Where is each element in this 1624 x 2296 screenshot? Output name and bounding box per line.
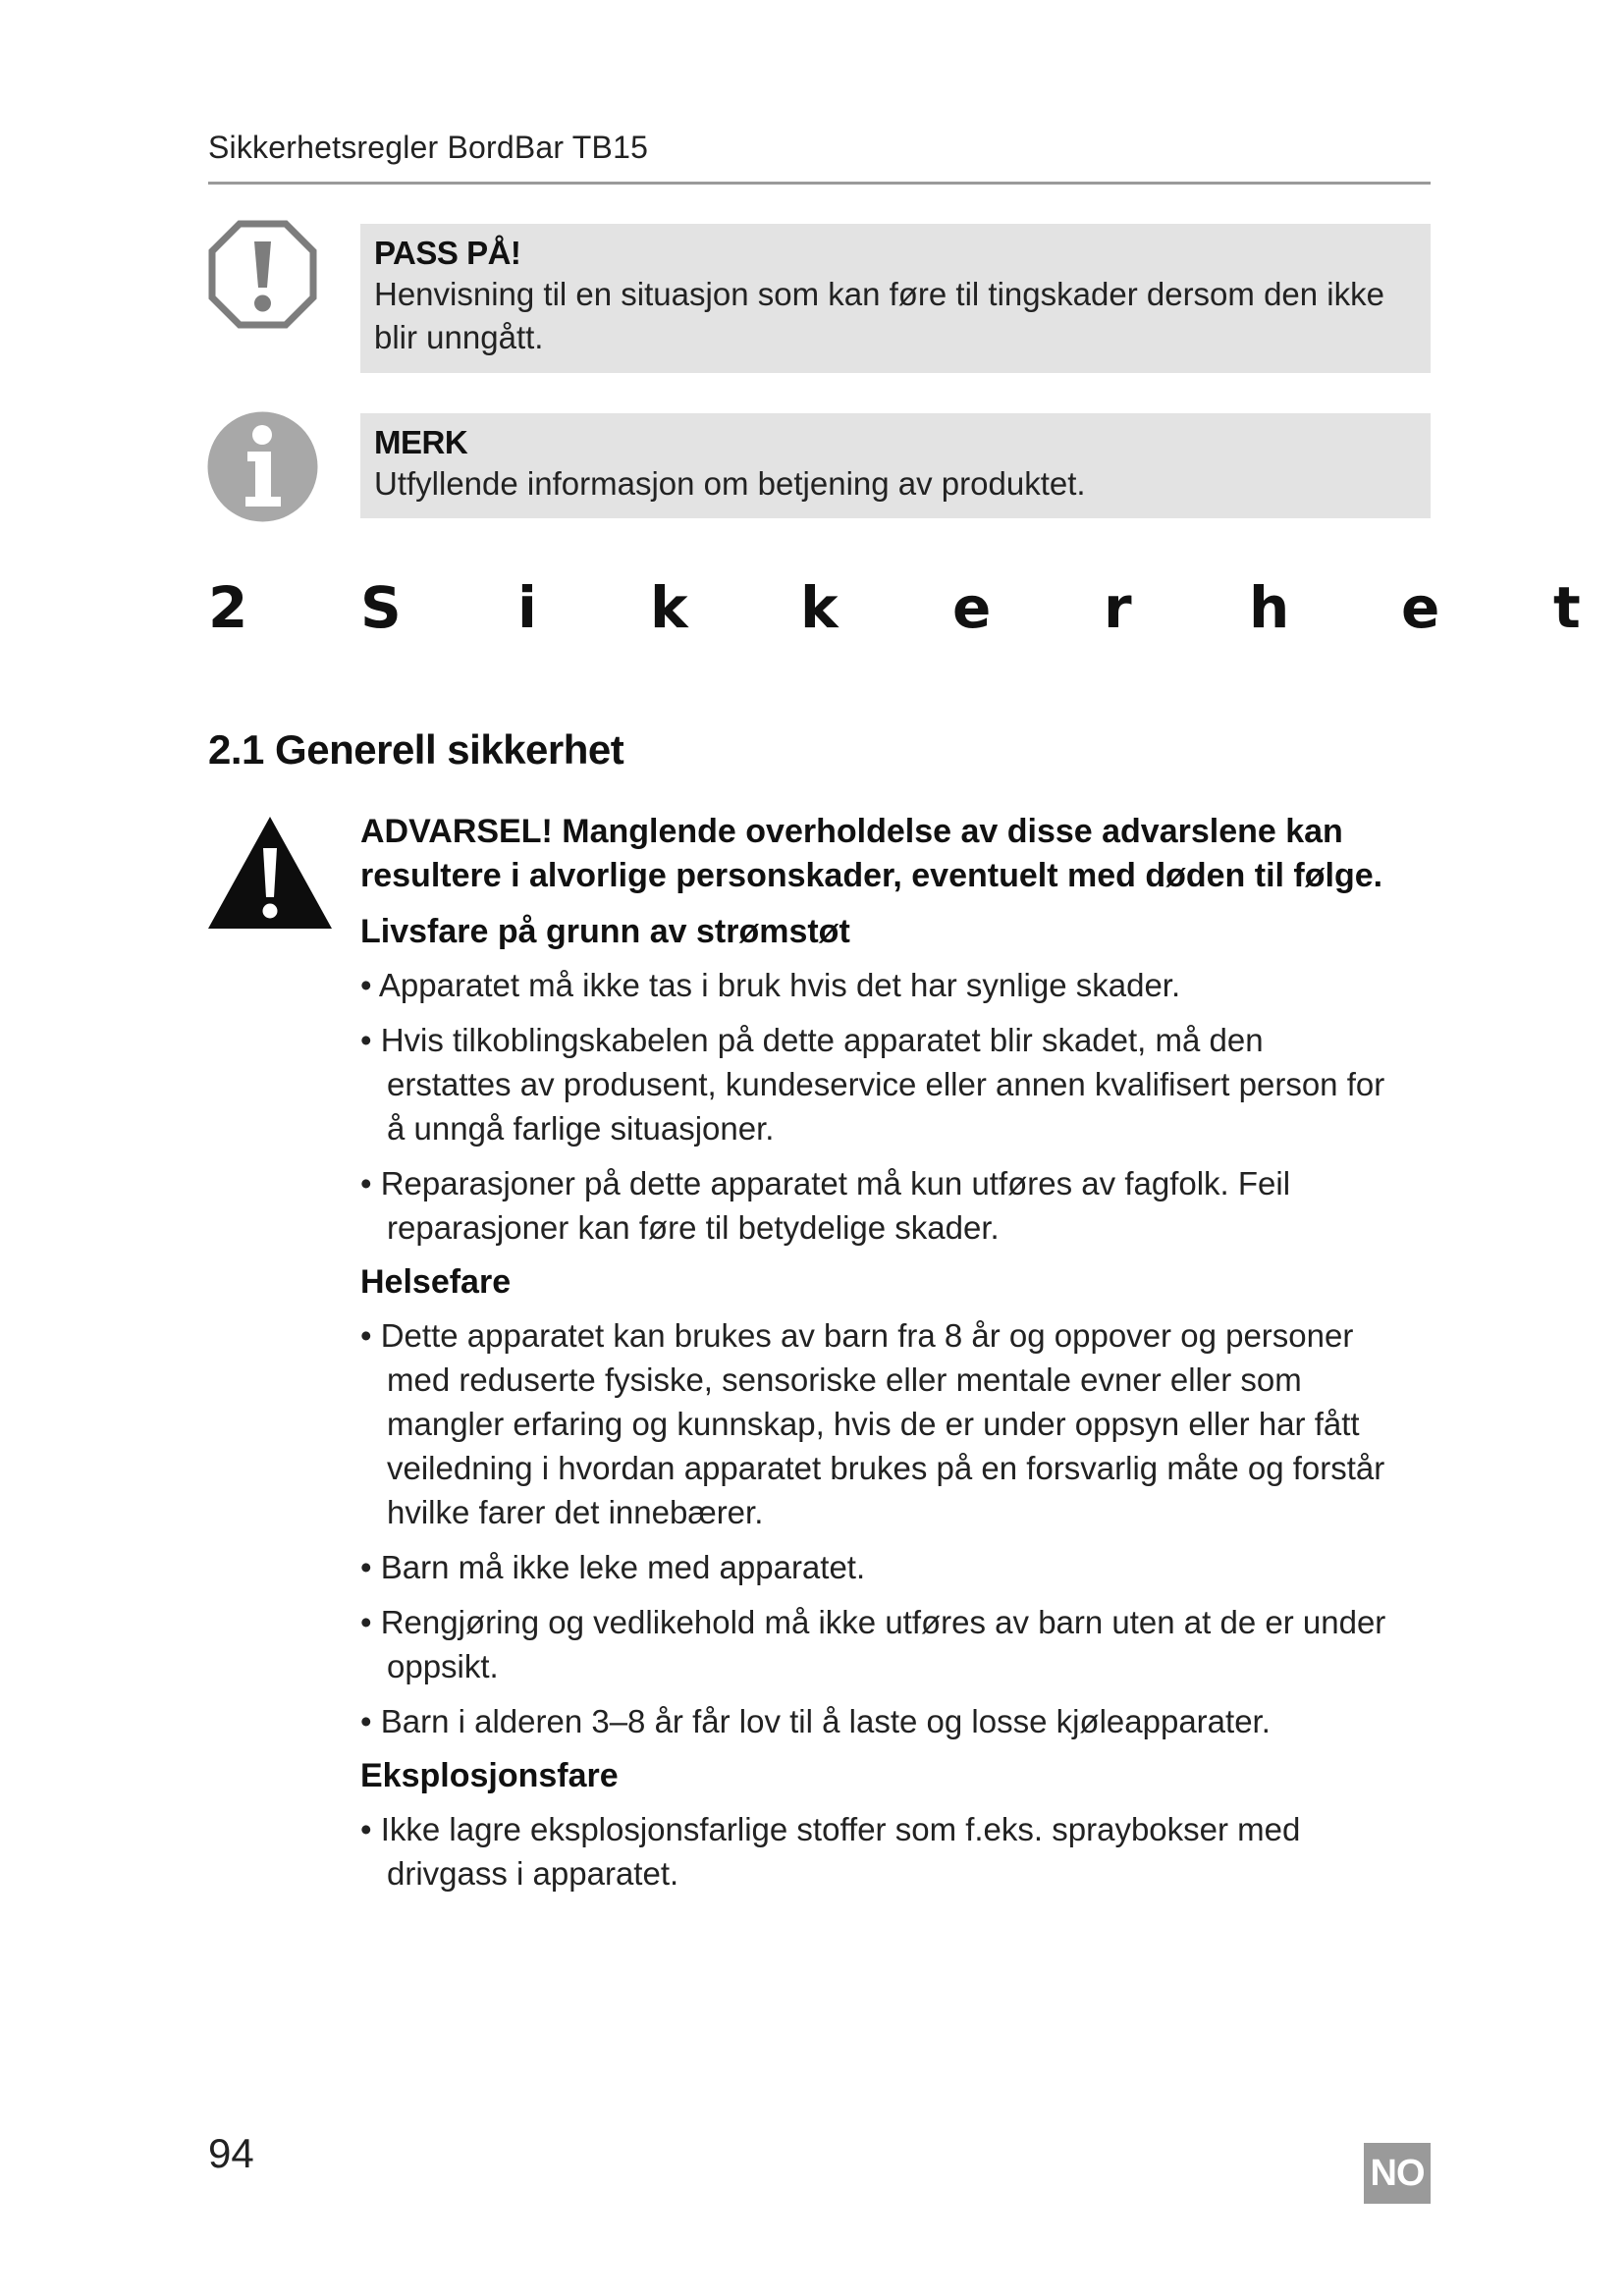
- safety-content: [360, 810, 1435, 1906]
- info-circle-icon: [206, 410, 319, 523]
- warning-triangle-icon: [206, 815, 334, 931]
- caution-notice-text: Henvisning til en situasjon som kan føre til tingskader dersom den ikke blir unngått.: [374, 276, 1384, 355]
- chapter-letter: e: [952, 574, 992, 641]
- chapter-letter: k: [650, 574, 688, 641]
- caution-notice-title: PASS PÅ!: [374, 235, 521, 271]
- chapter-letter: i: [517, 574, 537, 641]
- bullet-list: [360, 1313, 1435, 1743]
- chapter-letter: r: [1104, 574, 1132, 641]
- list-item: • Dette apparatet kan brukes av barn fra 8 år og oppover og personer med reduserte fysiske, sensoriske eller mentale evner eller som mangler erfaring og kunnskap, hvis de er under oppsyn eller har fått veiledning i hvordan apparatet brukes på en forsvarlig måte og forstår hvilke farer det innebærer.: [360, 1317, 1385, 1530]
- list-item: • Rengjøring og vedlikehold må ikke utføres av barn uten at de er under oppsikt.: [360, 1604, 1386, 1684]
- note-notice-box: [360, 413, 1431, 518]
- language-badge: NO: [1364, 2143, 1431, 2204]
- chapter-number: 2: [208, 574, 248, 641]
- warning-statement: ADVARSEL! Manglende overholdelse av disse advarslene kan resultere i alvorlige personskader, eventuelt med døden til følge.: [360, 813, 1383, 894]
- running-header: Sikkerhetsregler BordBar TB15: [208, 130, 649, 165]
- bullet-list: [360, 963, 1435, 1250]
- group-heading: Livsfare på grunn av strømstøt: [360, 913, 850, 950]
- bullet-list: [360, 1807, 1435, 1896]
- list-item: • Hvis tilkoblingskabelen på dette apparatet blir skadet, må den erstattes av produsent, kundeservice eller annen kvalifisert person for å unngå farlige situasjoner.: [360, 1022, 1385, 1147]
- note-notice-text: Utfyllende informasjon om betjening av produktet.: [374, 465, 1086, 502]
- caution-notice-box: [360, 224, 1431, 373]
- group-heading: Helsefare: [360, 1263, 512, 1301]
- list-item: • Barn må ikke leke med apparatet.: [360, 1549, 866, 1585]
- list-item: • Barn i alderen 3–8 år får lov til å laste og losse kjøleapparater.: [360, 1703, 1271, 1739]
- page-number: 94: [208, 2130, 254, 2176]
- list-item: • Apparatet må ikke tas i bruk hvis det har synlige skader.: [360, 967, 1181, 1003]
- chapter-letter: e: [1401, 574, 1440, 641]
- chapter-letter: t: [1553, 574, 1581, 641]
- list-item: • Ikke lagre eksplosjonsfarlige stoffer som f.eks. spraybokser med drivgass i apparatet.: [360, 1811, 1301, 1892]
- chapter-letter: h: [1249, 574, 1290, 641]
- list-item: • Reparasjoner på dette apparatet må kun utføres av fagfolk. Feil reparasjoner kan føre til betydelige skader.: [360, 1165, 1291, 1246]
- exclamation-octagon-icon: [206, 218, 319, 331]
- note-notice-title: MERK: [374, 424, 468, 460]
- group-heading: Eksplosjonsfare: [360, 1757, 619, 1794]
- chapter-letter: k: [800, 574, 839, 641]
- section-title: 2.1 Generell sikkerhet: [208, 726, 624, 773]
- header-divider: [208, 182, 1431, 185]
- chapter-letter: S: [360, 574, 402, 641]
